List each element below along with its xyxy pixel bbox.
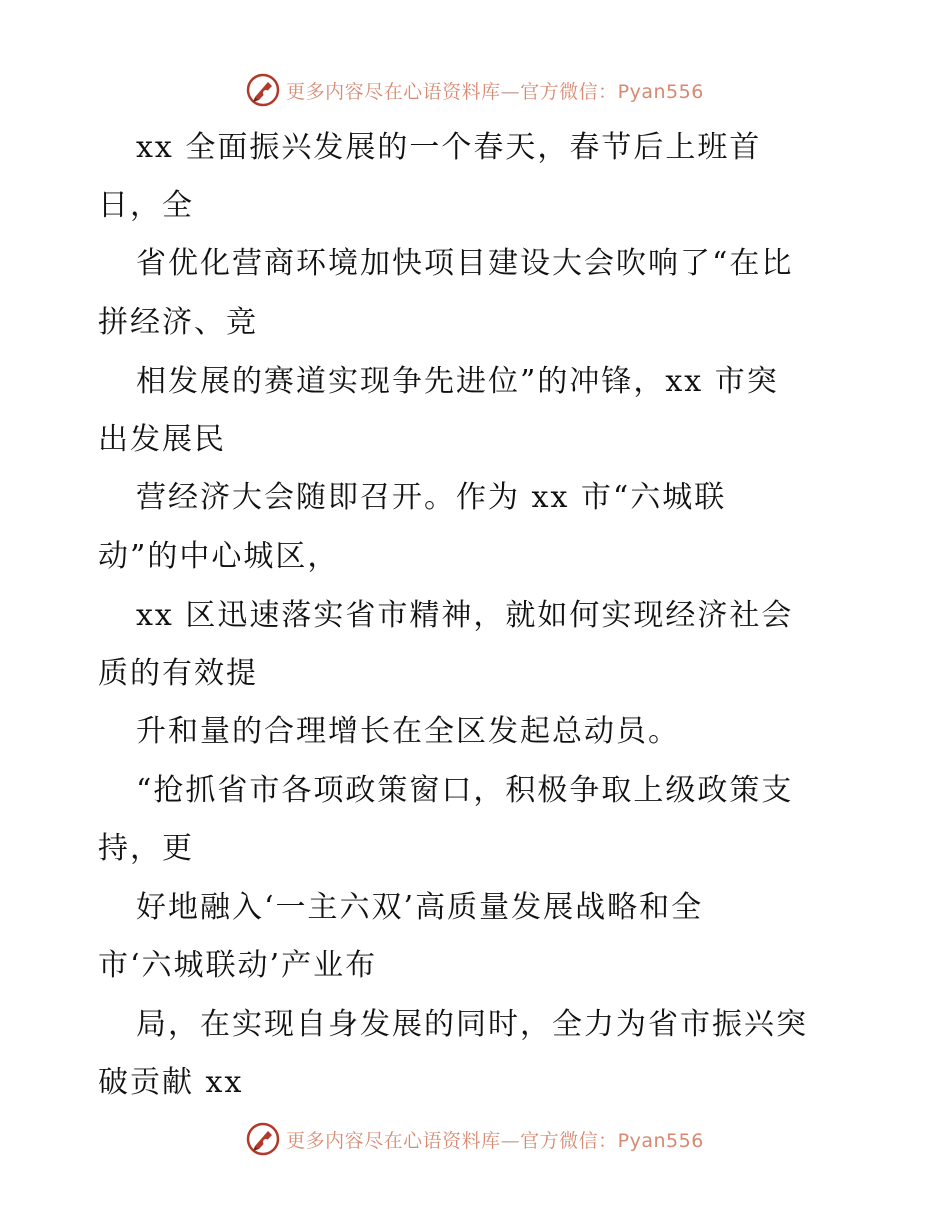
text-line: xx 全面振兴发展的一个春天，春节后上班首 (136, 130, 762, 165)
text-line: 动”的中心城区， (98, 539, 340, 574)
watermark-text: 更多内容尽在心语资料库—官方微信：Pyan556 (286, 80, 704, 103)
text-line: 局，在实现自身发展的同时，全力为省市振兴突 (136, 1007, 808, 1042)
text-line: 升和量的合理增长在全区发起总动员。 (136, 714, 680, 749)
text-line: 日，全 (98, 188, 194, 223)
text-line: 出发展民 (98, 422, 226, 457)
text-line: 破贡献 xx (98, 1065, 244, 1100)
text-line: 营经济大会随即召开。作为 xx 市“六城联 (136, 480, 727, 515)
text-line: 好地融入‘一主六双’高质量发展战略和全 (136, 890, 704, 925)
pen-logo-icon (246, 1122, 280, 1156)
watermark-text: 更多内容尽在心语资料库—官方微信：Pyan556 (286, 1129, 704, 1152)
text-line: xx 区迅速落实省市精神，就如何实现经济社会 (136, 598, 794, 633)
footer-watermark (0, 1119, 950, 1159)
text-line: 相发展的赛道实现争先进位”的冲锋，xx 市突 (136, 364, 779, 399)
text-line: 省优化营商环境加快项目建设大会吹响了“在比 (136, 246, 794, 281)
text-line: 质的有效提 (98, 656, 258, 691)
text-line: 持，更 (98, 831, 194, 866)
text-line: “抢抓省市各项政策窗口，积极争取上级政策支 (136, 773, 794, 808)
text-line: 拼经济、竞 (98, 305, 258, 340)
text-line: 市‘六城联动’产业布 (98, 948, 378, 983)
